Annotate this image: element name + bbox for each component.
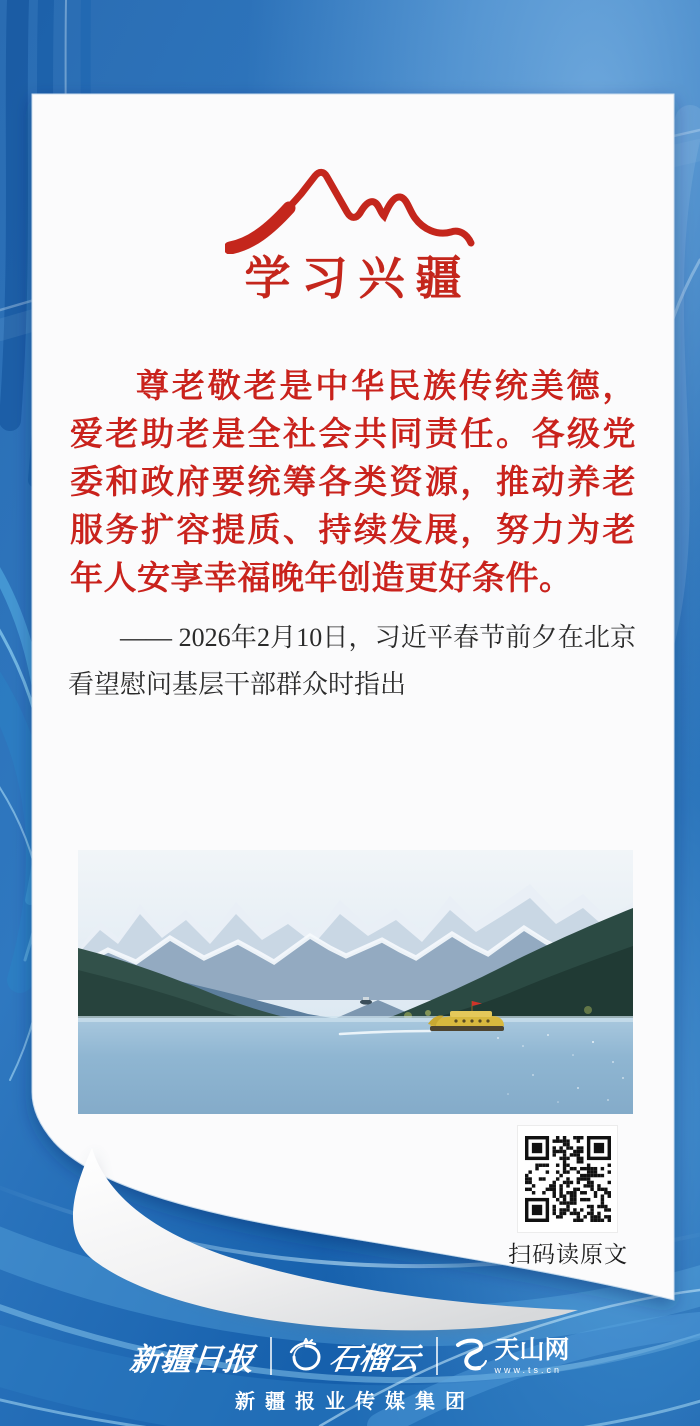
footer-divider <box>436 1337 438 1375</box>
mountain-ridge-icon <box>225 150 481 254</box>
brand-xinjiang-daily <box>128 1334 257 1379</box>
small-boat <box>360 999 372 1004</box>
xinjiang-daily-wordmark: 新疆日报 <box>128 1341 257 1377</box>
logo-wrap <box>32 150 674 254</box>
page-title: 学习兴疆 <box>244 253 473 304</box>
media-group-name: 新疆报业传媒集团 <box>235 1391 475 1413</box>
tianshan-net-url: www.ts.cn <box>494 1364 562 1375</box>
card-content <box>32 94 674 1304</box>
lake-mountains-photo <box>78 850 633 1114</box>
brand-row <box>130 1332 569 1380</box>
brand-shiliu-cloud <box>288 1334 423 1378</box>
footer <box>0 1332 700 1414</box>
tianshan-net-wordmark: 天山网 <box>494 1335 570 1364</box>
quote-text: 尊老敬老是中华民族传统美德，爱老助老是全社会共同责任。各级党委和政府要统筹各类资源，推动养老服务扩容提质、持续发展，努力为老年人安享幸福晚年创造更好条件。 <box>70 367 636 596</box>
tianshan-icon <box>454 1337 488 1375</box>
qr-code <box>518 1126 617 1232</box>
shiliu-cloud-wordmark: 石榴云 <box>327 1343 423 1376</box>
pomegranate-icon <box>288 1338 324 1374</box>
footer-divider <box>270 1337 272 1375</box>
qr-label: 扫码读原文 <box>508 1241 628 1267</box>
quote-attribution: —— 2026年2月10日，习近平春节前夕在北京看望慰问基层干部群众时指出 <box>68 623 636 699</box>
brand-tianshan-net <box>454 1337 569 1375</box>
